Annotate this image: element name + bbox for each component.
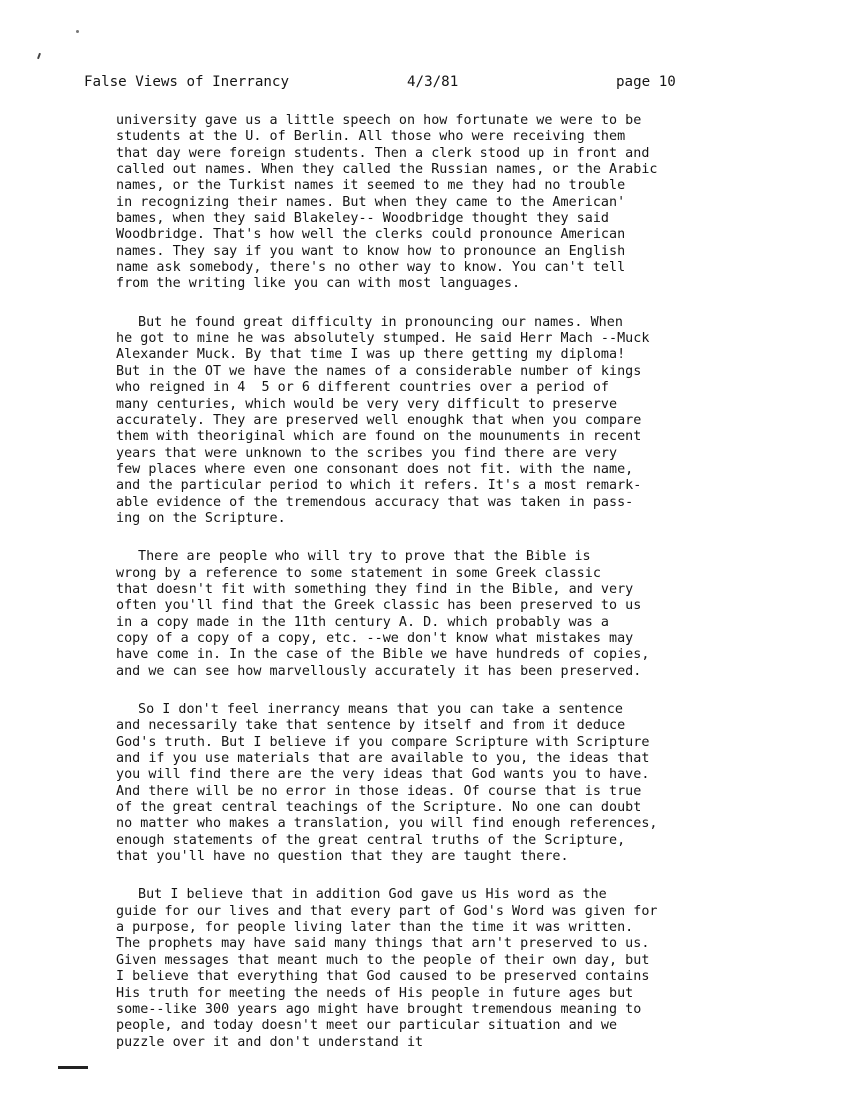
text-line: that doesn't fit with something they find in the Bible, and very (116, 581, 634, 597)
text-line: enough statements of the great central truths of the Scripture, (116, 832, 626, 848)
text-line: names, or the Turkist names it seemed to me they had no trouble (116, 178, 626, 194)
text-line: some--like 300 years ago might have brought tremendous meaning to (116, 1001, 642, 1017)
text-line: that you'll have no question that they are taught there. (116, 849, 569, 865)
margin-dash (58, 1066, 88, 1069)
paragraph (116, 113, 796, 293)
text-line: I believe that everything that God caused to be preserved contains (116, 969, 650, 985)
text-line: guide for our lives and that every part of God's Word was given for (116, 903, 658, 919)
text-line: But he found great difficulty in pronouncing our names. When (138, 314, 623, 330)
text-line: So I don't feel inerrancy means that you can take a sentence (138, 702, 623, 717)
text-line: But I believe that in addition God gave us His word as the (138, 887, 607, 903)
text-line: accurately. They are preserved well enoughk that when you compare (116, 412, 642, 428)
text-line: years that were unknown to the scribes you find there are very (116, 445, 618, 461)
paragraph (116, 887, 796, 1050)
paragraph (116, 702, 796, 865)
text-line: and necessarily take that sentence by itself and from it deduce (116, 718, 626, 734)
text-line: you will find there are the very ideas that God wants you to have. (116, 767, 650, 783)
text-line: wrong by a reference to some statement in some Greek classic (116, 565, 601, 581)
text-line: a purpose, for people living later than the time it was written. (116, 920, 634, 936)
text-line: have come in. In the case of the Bible we have hundreds of copies, (116, 647, 650, 663)
text-line: called out names. When they called the Russian names, or the Arabic (116, 162, 658, 178)
stray-mark (76, 30, 79, 33)
text-line: many centuries, which would be very very difficult to preserve (116, 396, 618, 412)
document-date: 4/3/81 (407, 74, 459, 90)
text-line: names. They say if you want to know how to pronounce an English (116, 243, 626, 259)
text-line: able evidence of the tremendous accuracy that was taken in pass- (116, 494, 634, 510)
text-line: ing on the Scripture. (116, 510, 286, 526)
paragraph (116, 315, 796, 527)
text-line: and the particular period to which it refers. It's a most remark- (116, 478, 642, 494)
text-line: name ask somebody, there's no other way to know. You can't tell (116, 260, 626, 276)
text-line: And there will be no error in those ideas. Of course that is true (116, 783, 642, 799)
text-line: God's truth. But I believe if you compare Scripture with Scripture (116, 734, 650, 750)
text-line: students at the U. of Berlin. All those who were receiving them (116, 129, 626, 145)
text-line: who reigned in 4 5 or 6 different countries over a period of (116, 380, 609, 396)
text-line: in a copy made in the 11th century A. D. which probably was a (116, 614, 609, 630)
text-line: few places where even one consonant does not fit. with the name, (116, 461, 634, 477)
document-title: False Views of Inerrancy (84, 74, 289, 90)
text-line: of the great central teachings of the Scripture. No one can doubt (116, 800, 642, 816)
text-line: The prophets may have said many things that arn't preserved to us. (116, 936, 650, 952)
text-line: people, and today doesn't meet our particular situation and we (116, 1018, 618, 1034)
text-line: But in the OT we have the names of a considerable number of kings (116, 363, 642, 379)
text-line: bames, when they said Blakeley-- Woodbridge thought they said (116, 211, 609, 227)
text-line: that day were foreign students. Then a clerk stood up in front and (116, 145, 650, 161)
text-line: them with theoriginal which are found on the mounuments in recent (116, 429, 642, 445)
text-line: Alexander Muck. By that time I was up there getting my diploma! (116, 347, 626, 363)
text-line: from the writing like you can with most languages. (116, 276, 521, 292)
document-body (116, 113, 796, 1073)
text-line: no matter who makes a translation, you will find enough references, (116, 816, 658, 832)
text-line: Woodbridge. That's how well the clerks could pronounce American (116, 227, 626, 243)
text-line: There are people who will try to prove that the Bible is (138, 549, 591, 565)
text-line: copy of a copy of a copy, etc. --we don't know what mistakes may (116, 630, 634, 646)
text-line: he got to mine he was absolutely stumped. He said Herr Mach --Muck (116, 331, 650, 347)
paragraph (116, 549, 796, 680)
text-line: Given messages that meant much to the people of their own day, but (116, 952, 650, 968)
text-line: puzzle over it and don't understand it (116, 1034, 424, 1050)
text-line: and we can see how marvellously accurately it has been preserved. (116, 663, 642, 679)
text-line: in recognizing their names. But when they came to the American' (116, 194, 626, 210)
text-line: and if you use materials that are available to you, the ideas that (116, 751, 650, 767)
text-line: university gave us a little speech on how fortunate we were to be (116, 113, 642, 128)
stray-mark (37, 53, 41, 59)
text-line: His truth for meeting the needs of His people in future ages but (116, 985, 634, 1001)
page-header (84, 72, 774, 92)
page-number: page 10 (616, 74, 676, 90)
text-line: often you'll find that the Greek classic has been preserved to us (116, 598, 642, 614)
